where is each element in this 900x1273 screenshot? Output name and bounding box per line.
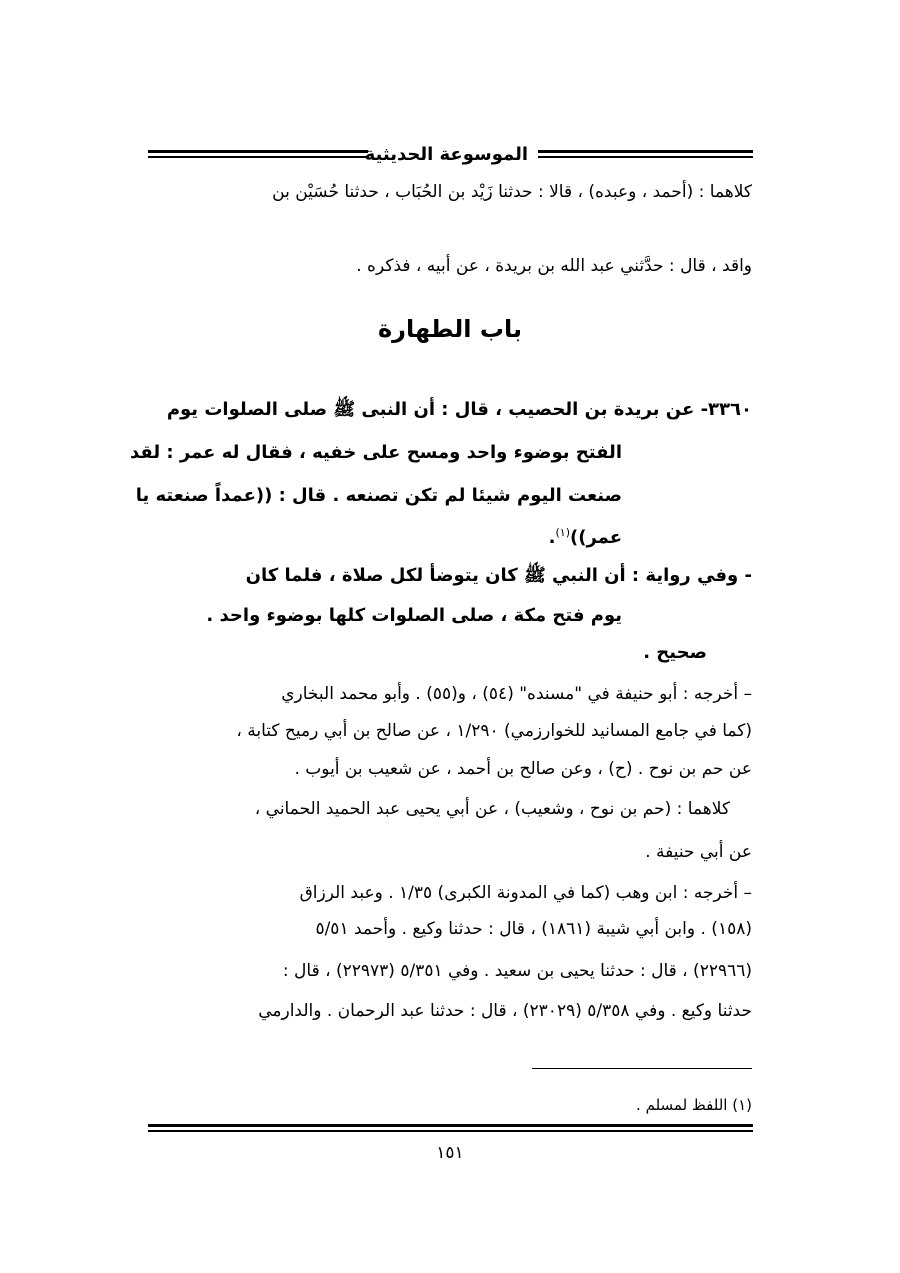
header-rule-left <box>148 150 368 158</box>
footnote-ref: (١) <box>555 526 570 539</box>
takhrij-line-3: عن حم بن نوح . (ح) ، وعن صالح بن أحمد ، عن شعيب بن أيوب . <box>294 759 752 779</box>
takhrij-line-5: عن أبي حنيفة . <box>645 842 752 862</box>
takhrij-line-8: (٢٢٩٦٦) ، قال : حدثنا يحيى بن سعيد . وفي ٥/٣٥١ (٢٢٩٧٣) ، قال : <box>282 961 752 981</box>
takhrij-line-1: – أخرجه : أبو حنيفة في "مسنده" (٥٤) ، و(٥٥) . وأبو محمد البخاري <box>281 684 752 704</box>
hadith-line-4 <box>549 521 622 550</box>
footnote-text: (١) اللفظ لمسلم . <box>636 1096 752 1114</box>
takhrij-line-2: (كما في جامع المسانيد للخوارزمي) ١/٢٩٠ ، عن صالح بن أبي رميح كتابة ، <box>236 721 752 741</box>
takhrij-line-4: كلاهما : (حم بن نوح ، وشعيب) ، عن أبي يحيى عبد الحميد الحماني ، <box>254 799 730 819</box>
takhrij-line-9: حدثنا وكيع . وفي ٥/٣٥٨ (٢٣٠٢٩) ، قال : حدثنا عبد الرحمان . والدارمي <box>258 1001 752 1021</box>
takhrij-line-7: (١٥٨) . وابن أبي شيبة (١٨٦١) ، قال : حدثنا وكيع . وأحمد ٥/٥١ <box>315 919 752 939</box>
hadith-line-4-text: عمر)) <box>569 527 622 548</box>
footnote-separator <box>532 1068 752 1069</box>
chapter-title: باب الطهارة <box>378 315 522 343</box>
hadith-line-4-end: . <box>548 527 556 548</box>
takhrij-line-6: – أخرجه : ابن وهب (كما في المدونة الكبرى) ١/٣٥ . وعبد الرزاق <box>299 883 752 903</box>
hadith-line-1: ٣٣٦٠- عن بريدة بن الحصيب ، قال : أن النبى ﷺ صلى الصلوات يوم <box>166 399 752 420</box>
hadith-line-3: صنعت اليوم شيئا لم تكن تصنعه . قال : ((عمداً صنعته يا <box>135 485 622 506</box>
running-header <box>148 143 753 167</box>
page-number: ١٥١ <box>436 1143 464 1163</box>
variant-line-1: - وفي رواية : أن النبي ﷺ كان يتوضأ لكل صلاة ، فلما كان <box>245 565 752 586</box>
variant-line-2: يوم فتح مكة ، صلى الصلوات كلها بوضوء واحد . <box>206 605 622 626</box>
footer-rule <box>148 1124 753 1132</box>
intro-line-1: كلاهما : (أحمد ، وعبده) ، قالا : حدثنا زَيْد بن الحُبَاب ، حدثنا حُسَيْن بن <box>272 182 752 202</box>
intro-line-2: واقد ، قال : حدَّثني عبد الله بن بريدة ، عن أبيه ، فذكره . <box>356 256 752 276</box>
header-title: الموسوعة الحديثية <box>364 144 528 165</box>
hadith-grade: صحيح . <box>643 642 707 663</box>
hadith-line-2: الفتح بوضوء واحد ومسح على خفيه ، فقال له عمر : لقد <box>130 442 622 463</box>
header-rule-right <box>538 150 753 158</box>
